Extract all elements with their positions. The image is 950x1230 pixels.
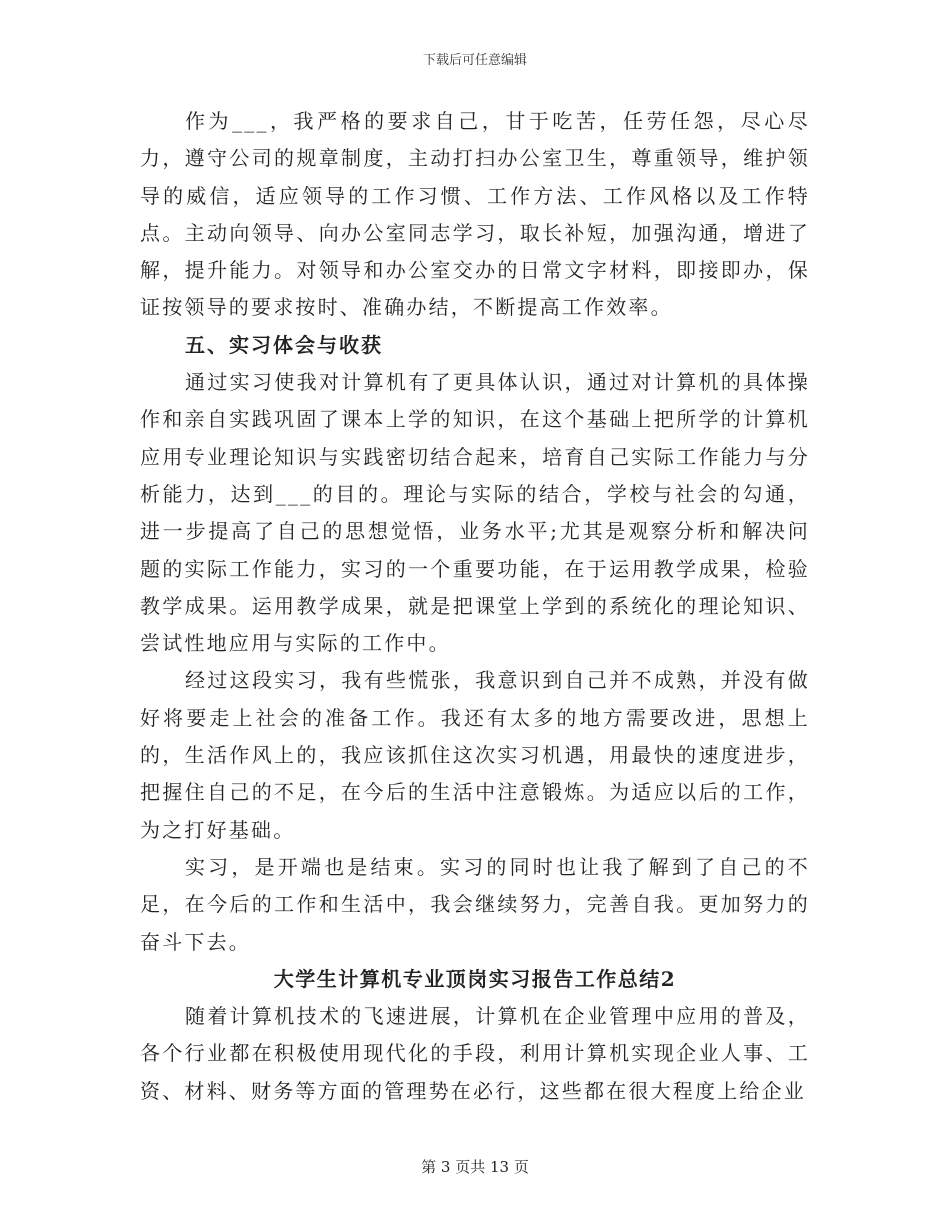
paragraph-self-reflection: 经过这段实习，我有些慌张，我意识到自己并不成熟，并没有做好将要走上社会的准备工作。我还有太多的地方需要改进，思想上的，生活作风上的，我应该抓住这次实习机遇，用最快的速度进步，把握住自己的不足，在今后的生活中注意锻炼。为适应以后的工作，为之打好基础。 [140, 668, 810, 842]
paragraph-conclusion: 实习，是开端也是结束。实习的同时也让我了解到了自己的不足，在今后的工作和生活中，我会继续努力，完善自我。更加努力的奋斗下去。 [140, 854, 810, 954]
page-number-footer: 第 3 页共 13 页 [421, 1158, 529, 1176]
document-body [140, 103, 810, 1110]
paragraph-internship-understanding: 通过实习使我对计算机有了更具体认识，通过对计算机的具体操作和亲自实践巩固了课本上学的知识，在这个基础上把所学的计算机应用专业理论知识与实践密切结合起来，培育自己实际工作能力与分析能力，达到___的目的。理论与实际的结合，学校与社会的勾通，进一步提高了自己的思想觉悟，业务水平;尤其是观察分析和解决问题的实际工作能力，实习的一个重要功能，在于运用教学成果，检验教学成果。运用教学成果，就是把课堂上学到的系统化的理论知识、尝试性地应用与实际的工作中。 [140, 370, 810, 656]
paragraph-report-2-intro: 随着计算机技术的飞速进展，计算机在企业管理中应用的普及，各个行业都在积极使用现代化的手段，利用计算机实现企业人事、工资、材料、财务等方面的管理势在必行，这些都在很大程度上给企业 [140, 1004, 810, 1103]
report-title-2: 大学生计算机专业顶岗实习报告工作总结2 [273, 966, 677, 991]
paragraph-work-attitude: 作为___，我严格的要求自己，甘于吃苦，任劳任怨，尽心尽力，遵守公司的规章制度，主动打扫办公室卫生，尊重领导，维护领导的威信，适应领导的工作习惯、工作方法、工作风格以及工作特点。主动向领导、向办公室同志学习，取长补短，加强沟通，增进了解，提升能力。对领导和办公室交办的日常文字材料，即接即办，保证按领导的要求按时、准确办结，不断提高工作效率。 [140, 109, 810, 320]
page-header-note: 下载后可任意编辑 [422, 53, 527, 68]
section-heading-experience: 五、实习体会与收获 [185, 332, 383, 357]
